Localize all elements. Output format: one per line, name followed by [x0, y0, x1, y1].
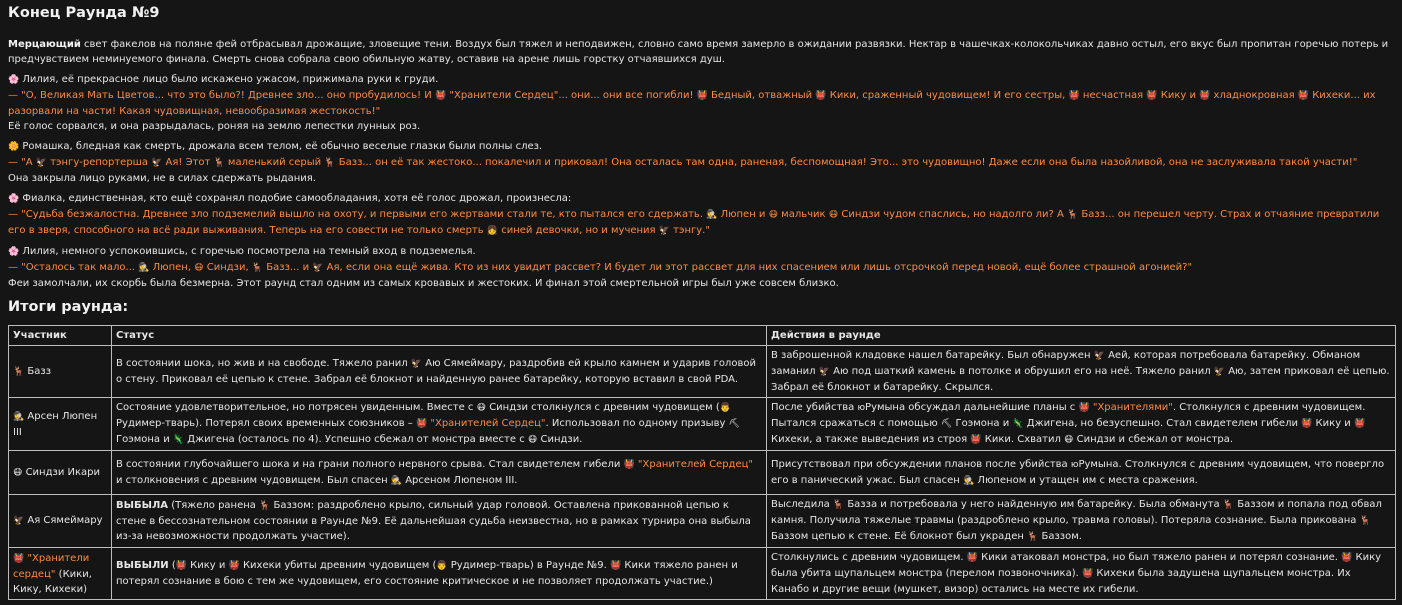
paragraph-liliya-2	[8, 244, 1394, 291]
bird-icon: 🦅	[658, 226, 670, 236]
tiny-icon: ю	[857, 403, 866, 413]
status-cell: В состоянии шока, но жив и на свободе. Тяжело ранил 🦅 Аю Сямеймару, раздробив ей крыло камнем и ударив головой о стену. Приковал её цепью к стене. Забрал её блокнот и найденную ранее батарейку, которую вставил в свой PDA.	[112, 346, 767, 398]
speaker-text: Ромашка, бледная как смерть, дрожала всем телом, её обычно веселые глазки были полны слез.	[19, 141, 543, 152]
deer-icon: 🦌	[213, 158, 225, 168]
man-icon: 👨	[719, 403, 731, 413]
quote-text: — "Судьба безжалостна. Древнее зло подземелий вышло на охоту, и первыми его жертвами стали те, кто пытался его сдержать. 🕵 Люпен и 😷 мальчик 😷 Синдзи чудом спаслись, но надолго ли? А 🦌 Базз... он перешел черту. Страх и отчаяние превратили его в зверя, способного на всё ради выживания. Теперь на его совести не только смерть 👧 синей девочки, но и мучения 🦅 тэнгу."	[8, 209, 1380, 236]
mask-icon: 👹	[1353, 419, 1366, 429]
mask-icon: 👹	[175, 561, 187, 571]
thief-icon: 🕵	[390, 475, 403, 486]
paragraph-romashka	[8, 139, 1394, 186]
thief-icon: 🕵	[13, 411, 25, 422]
daisy-icon: 🌼	[8, 142, 20, 152]
results-heading: Итоги раунда:	[8, 299, 129, 315]
face-icon: 😷	[13, 467, 23, 478]
thief-icon: 🕵	[963, 475, 975, 486]
page-title: Конец Раунда №9	[8, 5, 160, 21]
table-header-row	[9, 326, 1396, 346]
quote-text: — "О, Великая Мать Цветов... что это было?! Древнее зло... оно пробудилось! И 👹 "Хранители Сердец"... они... они все погибли! 👹 Бедный, отважный 👹 Кики, сраженный чудовищем! И его сестры, 👹 несчастная 👹 Кику и 👹 хладнокровная 👹 Кихеки... их разорвали на части! Какая чудовищная, невообразимая жестокость!"	[8, 90, 1376, 117]
table-row	[9, 548, 1396, 600]
mask-icon: 👹	[815, 91, 827, 101]
participant-cell: 👹 "Хранители сердец" (Кики, Кику, Кихеки)	[9, 548, 112, 600]
man-icon: 👨	[436, 561, 448, 571]
actions-cell: Выследила 🦌 Базза и потребовала у него найденную им батарейку. Была обманута 🦌 Баззом и попала под обвал камня. Получила тяжелые травмы (раздроблено крыло, травма головы). Потеряла сознание. Была прикована 🦌 Баззом цепью к стене. Её блокнот был украден 🦌 Баззом.	[767, 495, 1396, 548]
intro-lead: Мерцающий	[8, 39, 81, 50]
mask-icon: 👹	[1341, 553, 1353, 563]
participant-cell: 🦌 Базз	[9, 346, 112, 398]
mask-icon: 👹	[228, 561, 240, 571]
column-header: Статус	[112, 326, 767, 346]
actions-cell: Столкнулись с древним чудовищем. 👹 Кики атаковал монстра, но был тяжело ранен и потерял сознание. 👹 Кику была убита щупальцем монстра (перелом позвоночника). 👹 Кихеки была задушена щупальцем монстра. Их Канабо и другие вещи (мушкет, визор) остались на месте их гибели.	[767, 548, 1396, 600]
after-text: Её голос сорвался, и она разрыдалась, роняя на землю лепестки лунных роз.	[8, 121, 421, 132]
mask-icon: 👹	[13, 553, 25, 564]
bird-icon: 🦅	[1093, 351, 1105, 361]
table-row	[9, 495, 1396, 548]
mask-icon: 👹	[966, 553, 978, 563]
results-table	[8, 325, 1396, 600]
thief-icon: 🕵	[138, 263, 150, 273]
mask-icon: 👹	[1146, 91, 1158, 101]
quote-text: — "А 🦅 тэнгу-репортерша 🦅 Ая! Этот 🦌 маленький серый 🦌 Базз... он её так жестоко... покалечил и приковал! Она осталась там одна, раненая, беспомощная! Это... это чудовищно! Даже если она была назойливой, она не заслуживала такой участи!"	[8, 157, 1358, 168]
deer-icon: 🦌	[832, 500, 845, 510]
after-text: Феи замолчали, их скорбь была безмерна. Этот раунд стал одним из самых кровавых и жестоких. И финал этой смертельной игры был уже совсем близко.	[8, 278, 839, 289]
tiny-icon: ю	[1070, 459, 1079, 470]
actions-cell: В заброшенной кладовке нашел батарейку. Был обнаружен 🦅 Аей, которая потребовала батарейку. Обманом заманил 🦅 Аю под шаткий камень в потолке и обрушил его на неё. Тяжело ранил 🦅 Аю, затем приковал её цепью. Забрал её блокнот и батарейку. Скрылся.	[767, 346, 1396, 398]
participant-cell: 🕵 Арсен Люпен III	[9, 398, 112, 451]
actions-cell: После убийства юРумына обсуждал дальнейшие планы с 👹 "Хранителями". Столкнулся с древним чудовищем. Пытался сражаться с помощью ⛏ Гоэмона и 🦎 Джигена, но безуспешно. Стал свидетелем гибели 👹 Кику и 👹 Кихеки, а также выведения из строя 👹 Кики. Схватил 😷 Синдзи и сбежал от монстра.	[767, 398, 1396, 451]
mask-icon: 👹	[1068, 91, 1080, 101]
bird-icon: 🦅	[312, 263, 324, 273]
bird-icon: 🦅	[35, 158, 48, 168]
status-cell: ВЫБЫЛА (Тяжело ранена 🦌 Баззом: раздроблено крыло, сильный удар головой. Оставлена прикованной цепью к стене в бессознательном состоянии в Раунде №9. Её дальнейшая судьба неизвестна, но в рамках турнира она выбыла из-за невозможности продолжать участие).	[112, 495, 767, 548]
flower-icon: 🌸	[8, 247, 20, 257]
bird-icon: 🦅	[1213, 367, 1226, 377]
deer-icon: 🦌	[251, 263, 264, 273]
mask-icon: 👹	[434, 91, 447, 101]
after-text: Она закрыла лицо руками, не в силах сдержать рыдания.	[8, 173, 316, 184]
pick-icon: ⛏	[940, 419, 953, 429]
bird-icon: 🦅	[13, 516, 25, 526]
table-row	[9, 398, 1396, 451]
pick-icon: ⛏	[728, 419, 740, 429]
mask-icon: 👹	[696, 91, 708, 101]
deer-icon: 🦌	[1027, 532, 1039, 542]
mask-icon: 👹	[970, 435, 982, 445]
mask-icon: 👹	[1297, 91, 1310, 101]
mask-icon: 👹	[415, 419, 428, 429]
face-icon: 😷	[476, 403, 487, 413]
face-icon: 😷	[768, 210, 778, 220]
paragraph-fialka	[8, 191, 1394, 239]
gecko-icon: 🦎	[172, 435, 185, 445]
table-row	[9, 346, 1396, 398]
speaker-text: Лилия, немного успокоившись, с горечью посмотрела на темный вход в подземелья.	[19, 246, 476, 257]
mask-icon: 👹	[609, 561, 622, 571]
status-cell: В состоянии глубочайшего шока и на грани полного нервного срыва. Стал свидетелем гибели 👹 "Хранителей Сердец" и столкновения с древним чудовищем. Был спасен 🕵 Арсеном Люпеном III.	[112, 451, 767, 495]
column-header: Участник	[9, 326, 112, 346]
mask-icon: 👹	[1199, 91, 1211, 101]
quote-text: — "Осталось так мало... 🕵 Люпен, 😷 Синдзи, 🦌 Базз... и 🦅 Ая, если она ещё жива. Кто из них увидит рассвет? И будет ли этот рассвет для них спасением или лишь отсрочкой перед новой, ещё более страшной агонией?"	[8, 262, 1193, 273]
girl-icon: 👧	[486, 226, 499, 236]
face-icon: 😷	[828, 210, 839, 220]
intro-paragraph	[8, 37, 1394, 67]
deer-icon: 🦌	[1359, 516, 1371, 526]
participant-cell: 😷 Синдзи Икари	[9, 451, 112, 495]
mask-icon: 👹	[1301, 419, 1313, 429]
speaker-text: Фиалка, единственная, кто ещё сохранял подобие самообладания, хотя её голос дрожал, произнесла:	[19, 193, 572, 204]
deer-icon: 🦌	[259, 501, 271, 511]
bird-icon: 🦅	[410, 359, 423, 369]
face-icon: 😷	[1064, 435, 1074, 445]
deer-icon: 🦌	[13, 366, 25, 377]
flower-icon: 🌸	[8, 194, 20, 204]
face-icon: 😷	[194, 263, 204, 273]
bird-icon: 🦅	[818, 367, 830, 377]
status-cell: ВЫБЫЛИ (👹 Кику и 👹 Кихеки убиты древним чудовищем (👨 Рудимер-тварь) в Раунде №9. 👹 Кики тяжело ранен и потерял сознание в бою с тем же чудовищем, его состояние критическое и не позволяет продолжать участие.)	[112, 548, 767, 600]
status-cell: Состояние удовлетворительное, но потрясен увиденным. Вместе с 😷 Синдзи столкнулся с древним чудовищем (👨 Рудимер-тварь). Потерял своих временных союзников – 👹 "Хранителей Сердец". Использовал по одному призыву ⛏ Гоэмона и 🦎 Джигена (осталось по 4). Успешно сбежал от монстра вместе с 😷 Синдзи.	[112, 398, 767, 451]
column-header: Действия в раунде	[767, 326, 1396, 346]
table-row	[9, 451, 1396, 495]
face-icon: 😷	[527, 435, 538, 445]
thief-icon: 🕵	[706, 210, 718, 220]
actions-cell: Присутствовал при обсуждении планов после убийства юРумына. Столкнулся с древним чудовищем, что повергло его в панический ужас. Был спасен 🕵 Люпеном и утащен им с места сражения.	[767, 451, 1396, 495]
mask-icon: 👹	[1078, 403, 1090, 413]
mask-icon: 👹	[1081, 569, 1094, 579]
deer-icon: 🦌	[324, 158, 336, 168]
gecko-icon: 🦎	[1012, 419, 1024, 429]
participant-cell: 🦅 Ая Сямеймару	[9, 495, 112, 548]
deer-icon: 🦌	[1067, 210, 1079, 220]
intro-text: свет факелов на поляне фей отбрасывал дрожащие, зловещие тени. Воздух был тяжел и неподвижен, словно само время замерло в ожидании развязки. Нектар в чашечках-колокольчиках давно остыл, его вкус был пропитан горечью потерь и предчувствием неминуемого финала. Смерть снова собрала свою обильную жатву, оставив на арене лишь горстку отчаявшихся душ.	[8, 39, 1389, 65]
deer-icon: 🦌	[1222, 500, 1235, 510]
mask-icon: 👹	[623, 459, 635, 470]
flower-icon: 🌸	[8, 75, 20, 85]
bird-icon: 🦅	[151, 158, 163, 168]
speaker-text: Лилия, её прекрасное лицо было искажено ужасом, прижимала руки к груди.	[19, 74, 439, 85]
paragraph-liliya-1	[8, 72, 1394, 134]
